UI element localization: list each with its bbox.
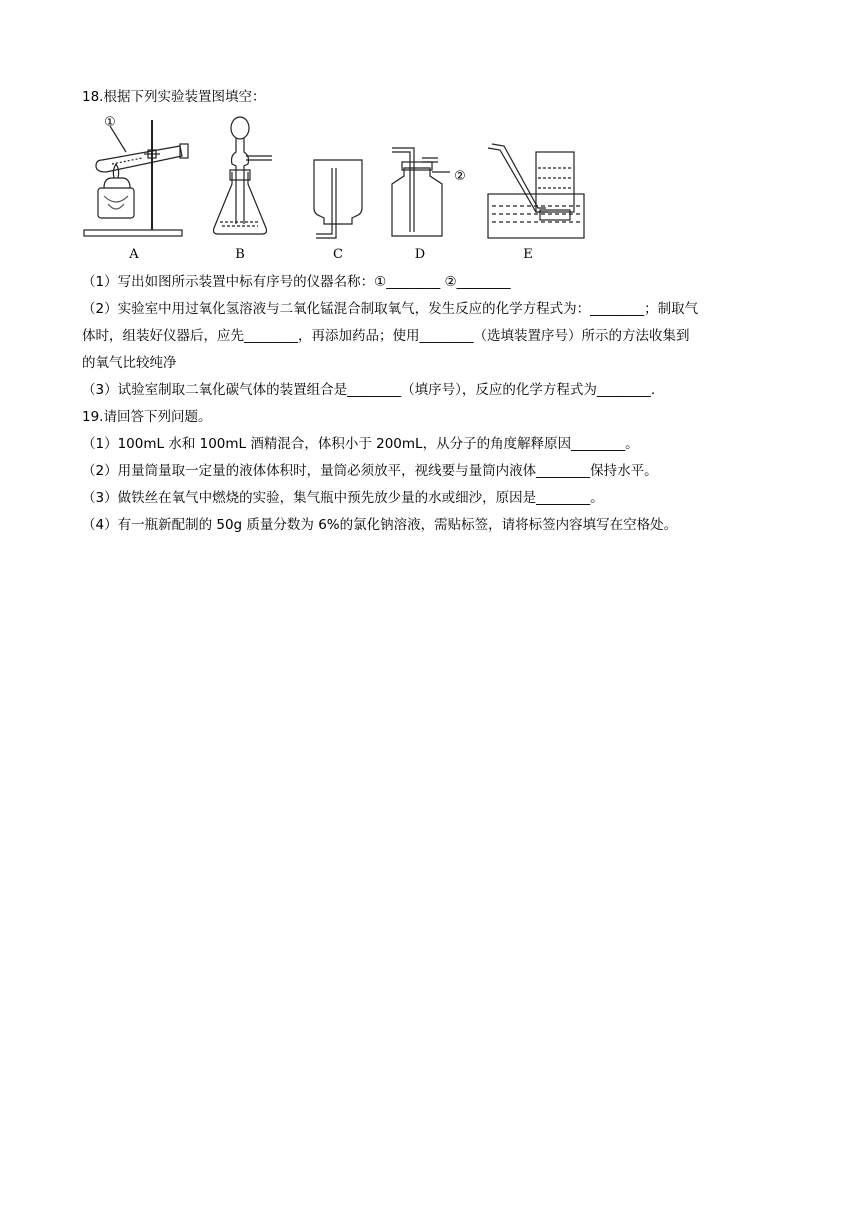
apparatus-a (84, 120, 188, 236)
apparatus-figure (82, 112, 592, 264)
apparatus-d (392, 148, 450, 236)
label-e: E (523, 247, 533, 262)
q19-line-3: （3）做铁丝在氧气中燃烧的实验，集气瓶中预先放少量的水或细沙，原因是________。 (82, 490, 604, 506)
q19-line-2: （2）用量筒量取一定量的液体体积时，量筒必须放平，视线要与量筒内液体________保持水平。 (82, 463, 658, 479)
label-a: A (129, 247, 139, 262)
q18-line-5: （3）试验室制取二氧化碳气体的装置组合是________（填序号），反应的化学方程式为________. (82, 382, 656, 398)
label-c: C (333, 247, 343, 262)
question-19-title: 19.请回答下列问题。 (82, 409, 212, 425)
label-b: B (235, 247, 245, 262)
label-d: D (414, 247, 426, 262)
question-18-title: 18.根据下列实验装置图填空： (82, 89, 266, 105)
q19-line-1: （1）100mL 水和 100mL 酒精混合，体积小于 200mL，从分子的角度解释原因________。 (82, 436, 639, 452)
q18-line-3: 体时，组装好仪器后，应先________，再添加药品；使用________（选填装置序号）所示的方法收集到 (82, 328, 690, 344)
q18-line-2: （2）实验室中用过氧化氢溶液与二氧化锰混合制取氧气，发生反应的化学方程式为：________；制取气 (82, 301, 699, 317)
apparatus-e (488, 144, 584, 238)
q18-line-4: 的氧气比较纯净 (82, 355, 177, 371)
marker-2: ② (454, 169, 466, 184)
q18-line-1: （1）写出如图所示装置中标有序号的仪器名称：①________ ②________ (82, 274, 511, 290)
marker-1: ① (104, 115, 116, 130)
apparatus-b (214, 117, 273, 234)
apparatus-c (314, 160, 362, 238)
q19-line-4: （4）有一瓶新配制的 50g 质量分数为 6%的氯化钠溶液，需贴标签，请将标签内容填写在空格处。 (82, 517, 678, 533)
apparatus-diagram (82, 112, 592, 264)
